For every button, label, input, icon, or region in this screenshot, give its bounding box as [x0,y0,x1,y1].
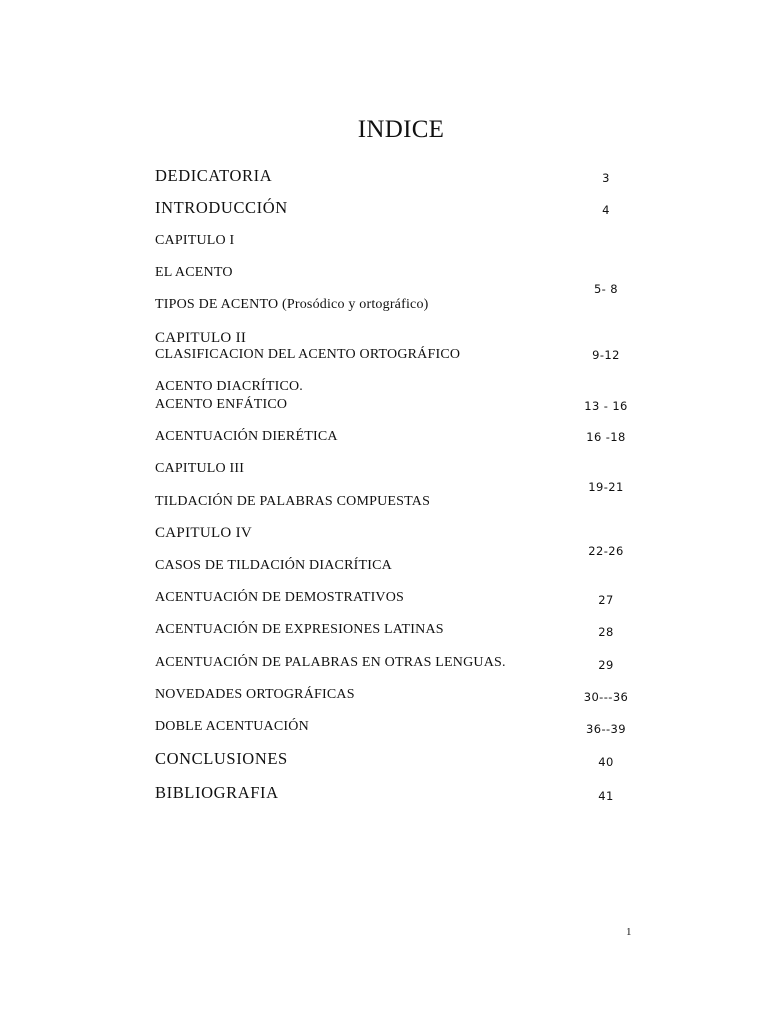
toc-entry-capitulo-i: CAPITULO I [155,233,235,248]
toc-page-casos-tildacion: 22-26 [588,544,624,558]
footer-page-number: 1 [626,926,632,938]
toc-entry-capitulo-ii: CAPITULO II [155,330,247,346]
toc-entry-expresiones-latinas: ACENTUACIÓN DE EXPRESIONES LATINAS [155,622,444,637]
toc-page-tildacion-compuestas: 19-21 [588,480,624,494]
toc-entry-doble-acentuacion: DOBLE ACENTUACIÓN [155,719,309,734]
toc-page-introduccion: 4 [602,203,610,217]
toc-entry-tildacion-compuestas: TILDACIÓN DE PALABRAS COMPUESTAS [155,494,431,509]
toc-page-conclusiones: 40 [598,755,614,769]
toc-page-bibliografia: 41 [598,789,614,803]
toc-entry-capitulo-iv: CAPITULO IV [155,525,253,541]
toc-page-novedades: 30---36 [583,690,629,704]
toc-entry-el-acento: EL ACENTO [155,265,233,280]
toc-page-doble-acentuacion: 36--39 [586,722,626,736]
toc-entry-otras-lenguas: ACENTUACIÓN DE PALABRAS EN OTRAS LENGUAS. [155,655,506,670]
toc-entry-tipos-de-acento: TIPOS DE ACENTO (Prosódico y ortográfico) [155,297,429,312]
toc-entry-clasificacion: CLASIFICACION DEL ACENTO ORTOGRÁFICO [155,347,461,362]
toc-entry-novedades: NOVEDADES ORTOGRÁFICAS [155,687,355,702]
toc-entry-acento-diacritico: ACENTO DIACRÍTICO. [155,379,304,394]
toc-entry-bibliografia: BIBLIOGRAFIA [155,783,279,802]
toc-page-tipos-de-acento: 5- 8 [593,282,619,296]
toc-entry-capitulo-iii: CAPITULO III [155,461,245,476]
toc-page-acento-enfatico: 13 - 16 [584,399,628,413]
toc-page-clasificacion: 9-12 [592,348,620,362]
toc-entry-acento-enfatico: ACENTO ENFÁTICO [155,397,288,412]
toc-page-dedicatoria: 3 [602,171,610,185]
toc-page-otras-lenguas: 29 [598,658,614,672]
toc-page-demostrativos: 27 [598,593,614,607]
toc-entry-conclusiones: CONCLUSIONES [155,749,288,768]
toc-entry-casos-tildacion: CASOS DE TILDACIÓN DIACRÍTICA [155,558,392,573]
toc-entry-acentuacion-dieretica: ACENTUACIÓN DIERÉTICA [155,429,338,444]
index-title: INDICE [357,116,445,143]
toc-page-acentuacion-dieretica: 16 -18 [586,430,626,444]
toc-page-expresiones-latinas: 28 [598,625,614,639]
toc-entry-introduccion: INTRODUCCIÓN [155,198,288,217]
toc-entry-dedicatoria: DEDICATORIA [155,166,273,185]
toc-entry-demostrativos: ACENTUACIÓN DE DEMOSTRATIVOS [155,590,405,605]
